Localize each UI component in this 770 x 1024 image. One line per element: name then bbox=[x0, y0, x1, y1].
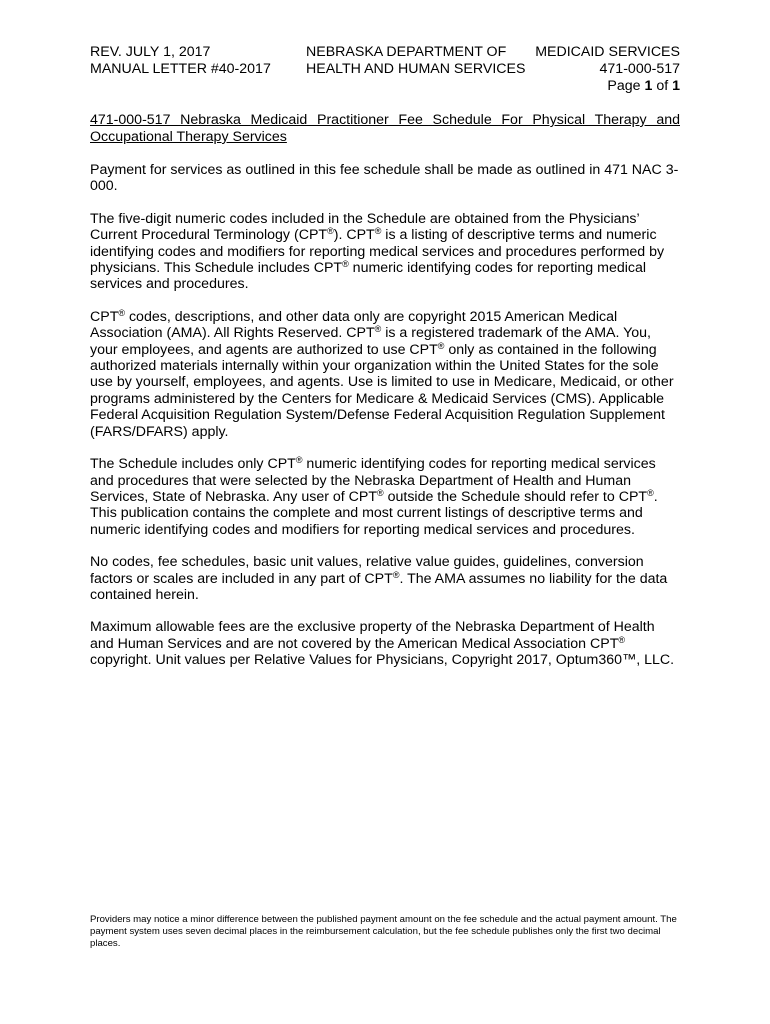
department-line-2: HEALTH AND HUMAN SERVICES bbox=[306, 61, 526, 77]
page-total: 1 bbox=[672, 78, 680, 94]
manual-letter: MANUAL LETTER #40-2017 bbox=[90, 61, 271, 77]
document-title: 471-000-517 Nebraska Medicaid Practitioner Fee Schedule For Physical Therapy and Occupational Therapy Services bbox=[90, 112, 680, 145]
paragraph-copyright: CPT® codes, descriptions, and other data only are copyright 2015 American Medical Association (AMA). All Rights Reserved. CPT® is a registered trademark of the AMA. You, your employees, and agents are authorized to use CPT® only as contained in the following authorized materials internally within your organization within the United States for the sole use by yourself, employees, and agents. Use is limited to use in Medicare, Medicaid, or other programs administered by the Centers for Medicare & Medicaid Services (CMS). Applicable Federal Acquisition Regulation System/Defense Federal Acquisition Regulation Supplement (FARS/DFARS) apply. bbox=[90, 307, 674, 440]
page-prefix: Page bbox=[607, 78, 645, 94]
document-page bbox=[90, 44, 680, 669]
paragraph-liability: No codes, fee schedules, basic unit values, relative value guides, guidelines, conversion factors or scales are included in any part of CPT®. The AMA assumes no liability for the data contained herein. bbox=[90, 554, 668, 603]
program-name: MEDICAID SERVICES bbox=[535, 44, 680, 60]
header-center bbox=[306, 44, 525, 78]
chapter-number: 471-000-517 bbox=[599, 61, 680, 77]
paragraph-payment: Payment for services as outlined in this fee schedule shall be made as outlined in 471 NAC 3-000. bbox=[90, 162, 679, 195]
revision-date: REV. JULY 1, 2017 bbox=[90, 44, 211, 60]
page-of: of bbox=[652, 78, 673, 94]
page-number: 1 bbox=[644, 78, 653, 94]
department-line-1: NEBRASKA DEPARTMENT OF bbox=[306, 44, 507, 60]
document-header bbox=[90, 44, 680, 106]
header-right bbox=[535, 44, 680, 95]
paragraph-schedule-scope: The Schedule includes only CPT® numeric identifying codes for reporting medical services and procedures that were selected by the Nebraska Department of Health and Human Services, State of Nebraska. Any user of CPT® outside the Schedule should refer to CPT®. This publication contains the complete and most current listings of descriptive terms and numeric identifying codes and modifiers for reporting medical services and procedures. bbox=[90, 455, 658, 538]
paragraph-fees: Maximum allowable fees are the exclusive property of the Nebraska Department of Health and Human Services and are not covered by the American Medical Association CPT® copyright. Unit values per Relative Values for Physicians, Copyright 2017, Optum360™, LLC. bbox=[90, 619, 675, 669]
footnote: Providers may notice a minor difference between the published payment amount on the fee schedule and the actual payment amount. The payment system uses seven decimal places in the reimbursement calculation, but the fee schedule publishes only the first two decimal places. bbox=[90, 914, 677, 949]
header-left bbox=[90, 44, 271, 78]
paragraph-codes: The five-digit numeric codes included in the Schedule are obtained from the Physicians’ Current Procedural Terminology (CPT®). CPT® is a listing of descriptive terms and numeric identifying codes and modifiers for reporting medical services and procedures performed by physicians. This Schedule includes CPT® numeric identifying codes for reporting medical services and procedures. bbox=[90, 210, 665, 293]
page-indicator bbox=[535, 78, 680, 95]
